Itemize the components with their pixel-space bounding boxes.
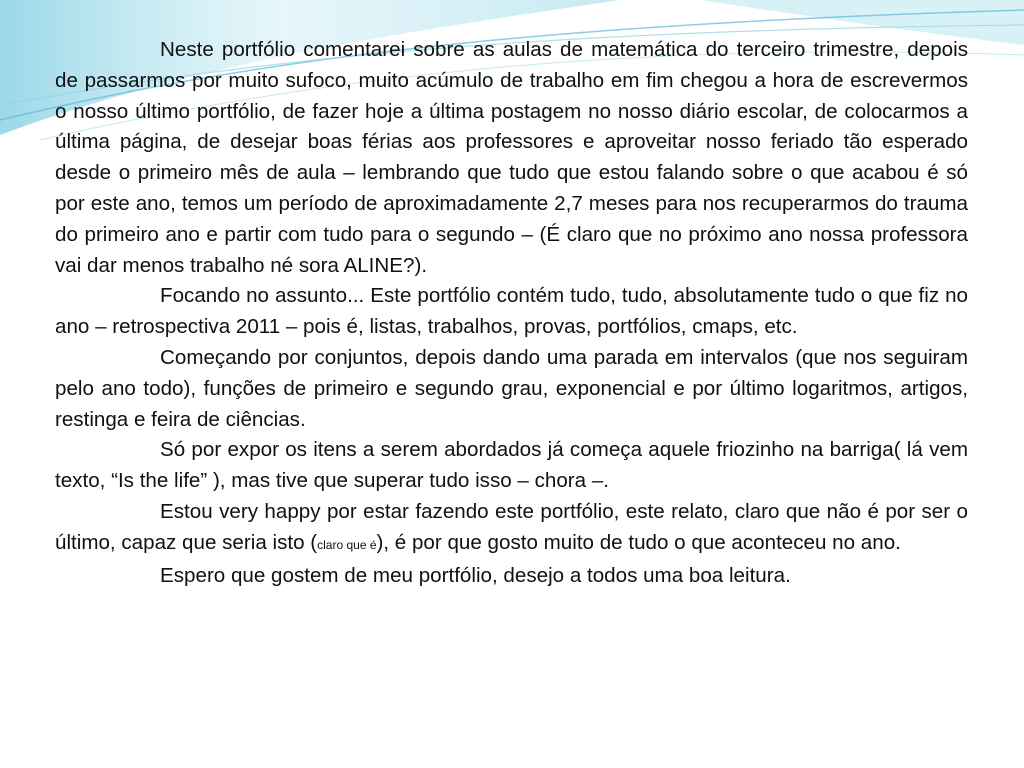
paragraph-5-small-aside: claro que é xyxy=(317,537,377,552)
paragraph-5-before: Estou very happy por estar fazendo este portfólio, este relato, claro que não é por ser o último, capaz que seria isto ( xyxy=(55,499,968,554)
portfolio-text xyxy=(55,35,968,591)
paragraph-5 xyxy=(55,497,968,561)
paragraph-4: Só por expor os itens a serem abordados já começa aquele friozinho na barriga( lá vem texto, “Is the life” ), mas tive que superar tudo isso – chora –. xyxy=(55,438,968,493)
paragraph-2: Focando no assunto... Este portfólio contém tudo, tudo, absolutamente tudo o que fiz no ano – retrospectiva 2011 – pois é, listas, trabalhos, provas, portfólios, cmaps, etc. xyxy=(55,284,968,339)
paragraph-3: Começando por conjuntos, depois dando uma parada em intervalos (que nos seguiram pelo ano todo), funções de primeiro e segundo grau, exponencial e por último logaritmos, artigos, restinga e feira de ciências. xyxy=(55,345,968,431)
paragraph-1: Neste portfólio comentarei sobre as aulas de matemática do terceiro trimestre, depois de passarmos por muito sufoco, muito acúmulo de trabalho em fim chegou a hora de escrevermos o nosso último portfólio, de fazer hoje a última postagem no nosso diário escolar, de colocarmos a última página, de desejar boas férias aos professores e aproveitar nosso feriado tão esperado desde o primeiro mês de aula – lembrando que tudo que estou falando sobre o que acabou é só por este ano, temos um período de aproximadamente 2,7 meses para nos recuperarmos do trauma do primeiro ano e partir com tudo para o segundo – (É claro que no próximo ano nossa professora vai dar menos trabalho né sora ALINE?). xyxy=(55,38,968,277)
paragraph-5-after: ), é por que gosto muito de tudo o que aconteceu no ano. xyxy=(376,530,901,554)
paragraph-closing: Espero que gostem de meu portfólio, desejo a todos uma boa leitura. xyxy=(160,563,791,587)
